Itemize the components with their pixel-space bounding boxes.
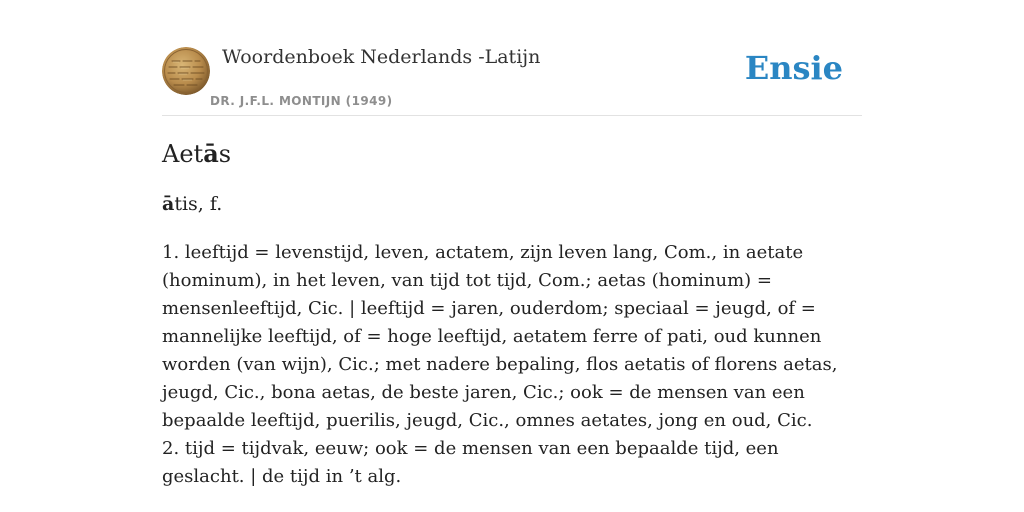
headword-accent: ā (203, 139, 219, 168)
headword-prefix: Aet (162, 140, 204, 168)
definition-sense: 2. tijd = tijdvak, eeuw; ook = de mensen van een bepaalde tijd, een geslacht. | de tijd in ’t alg. (162, 438, 779, 487)
headword-suffix: s (218, 140, 232, 168)
definition-sense: 1. leeftijd = levenstijd, leven, actatem, zijn leven lang, Com., in aetate (hominum), in het leven, van tijd tot tijd, Com.; aetas (hominum) = mensenleeftijd, Cic. | leeftijd = jaren, ouderdom; speciaal = jeugd, of = mannelijke leeftijd, of = hoge leeftijd, aetatem ferre of pati, oud kunnen worden (van wijn), Cic.; met nadere bepaling, flos aetatis of florens aetas, jeugd, Cic., bona aetas, de beste jaren, Cic.; ook = de mensen van een bepaalde leeftijd, puerilis, jeugd, Cic., omnes aetates, jong en oud, Cic. (162, 242, 838, 431)
grammar-accent: ā (162, 193, 175, 215)
entry-grammar (162, 193, 222, 215)
ensie-brand-logo[interactable]: Ensie (744, 49, 843, 87)
header (162, 0, 862, 116)
entry-headword (162, 139, 231, 168)
page (162, 0, 862, 512)
grammar-rest: tis, f. (174, 193, 223, 215)
coin-medallion-graphic (162, 47, 210, 95)
coin-medallion-logo-icon[interactable] (162, 47, 210, 95)
dictionary-author: DR. J.F.L. MONTIJN (1949) (210, 94, 393, 108)
dictionary-title[interactable]: Woordenboek Nederlands -Latijn (222, 46, 541, 68)
entry-definition (162, 239, 862, 491)
